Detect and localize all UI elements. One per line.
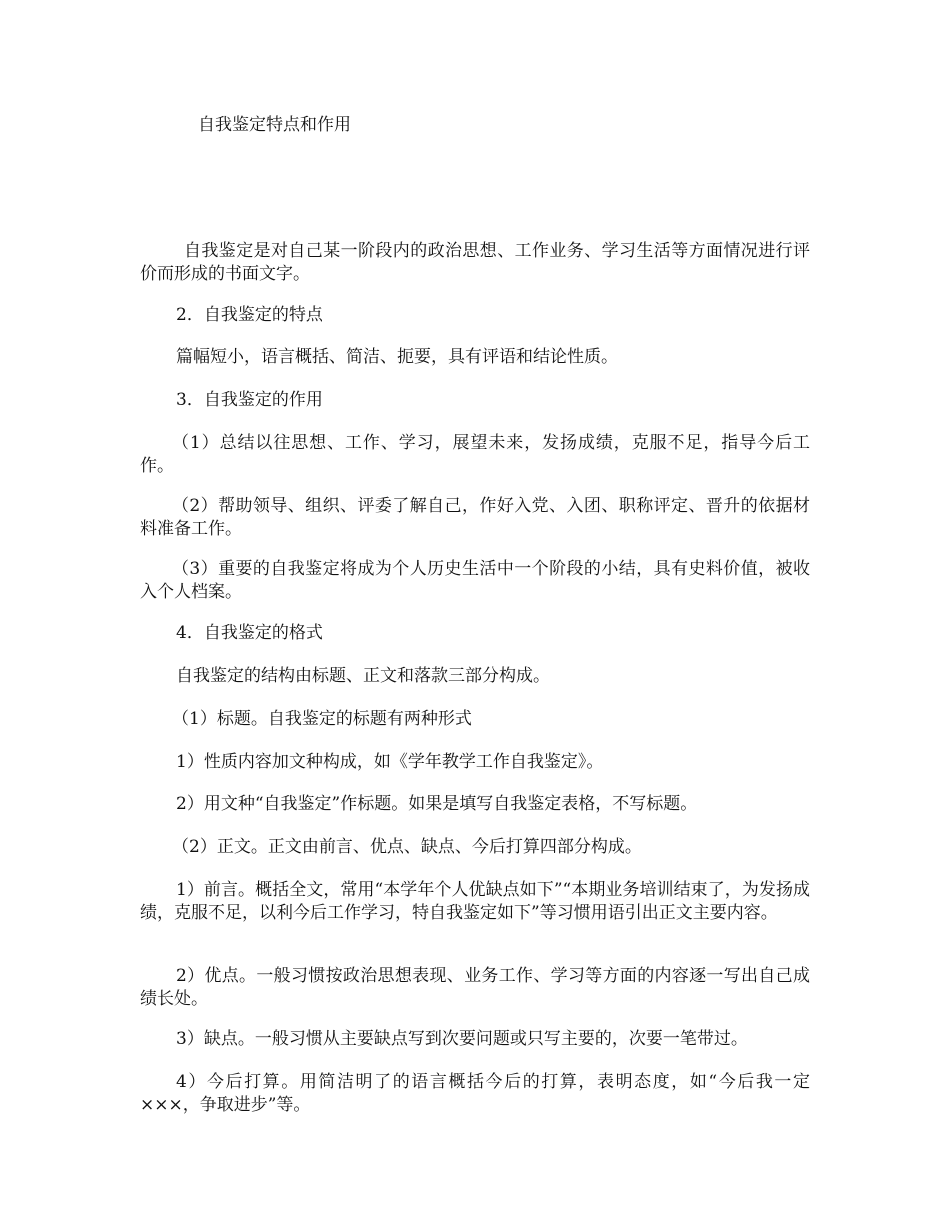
paragraph-structure: 自我鉴定的结构由标题、正文和落款三部分构成。 [176,666,550,686]
heading-title-section: （1）标题。自我鉴定的标题有两种形式 [172,709,472,729]
paragraph-title-form-1: 1）性质内容加文种构成，如《学年教学工作自我鉴定》。 [176,752,604,772]
paragraph-weaknesses: 3）缺点。一般习惯从主要缺点写到次要问题或只写主要的，次要一笔带过。 [176,1029,748,1049]
heading-body-section: （2）正文。正文由前言、优点、缺点、今后打算四部分构成。 [172,837,642,857]
paragraph-strengths: 2）优点。一般习惯按政治思想表现、业务工作、学习等方面的内容逐一写出自己成绩长处。 [140,966,810,1009]
heading-features: 2．自我鉴定的特点 [176,305,323,325]
paragraph-features: 篇幅短小，语言概括、简洁、扼要，具有评语和结论性质。 [176,347,618,367]
paragraph-function-1: （1）总结以往思想、工作、学习，展望未来，发扬成绩，克服不足，指导今后工作。 [140,433,810,476]
paragraph-plans: 4）今后打算。用简洁明了的语言概括今后的打算，表明态度，如“今后我一定×××，争取进步”等。 [140,1072,810,1115]
paragraph-title-form-2: 2）用文种“自我鉴定”作标题。如果是填写自我鉴定表格，不写标题。 [176,794,698,814]
paragraph-function-2: （2）帮助领导、组织、评委了解自己，作好入党、入团、职称评定、晋升的依据材料准备工作。 [140,496,810,539]
heading-functions: 3．自我鉴定的作用 [176,390,323,410]
paragraph-preface: 1）前言。概括全文，常用“本学年个人优缺点如下”“本期业务培训结束了，为发扬成绩，克服不足，以利今后工作学习，特自我鉴定如下”等习惯用语引出正文主要内容。 [140,880,810,923]
paragraph-definition: 自我鉴定是对自己某一阶段内的政治思想、工作业务、学习生活等方面情况进行评价而形成的书面文字。 [140,241,810,284]
heading-format: 4．自我鉴定的格式 [176,623,323,643]
document-title: 自我鉴定特点和作用 [198,115,351,135]
paragraph-function-3: （3）重要的自我鉴定将成为个人历史生活中一个阶段的小结，具有史料价值，被收入个人档案。 [140,559,810,602]
